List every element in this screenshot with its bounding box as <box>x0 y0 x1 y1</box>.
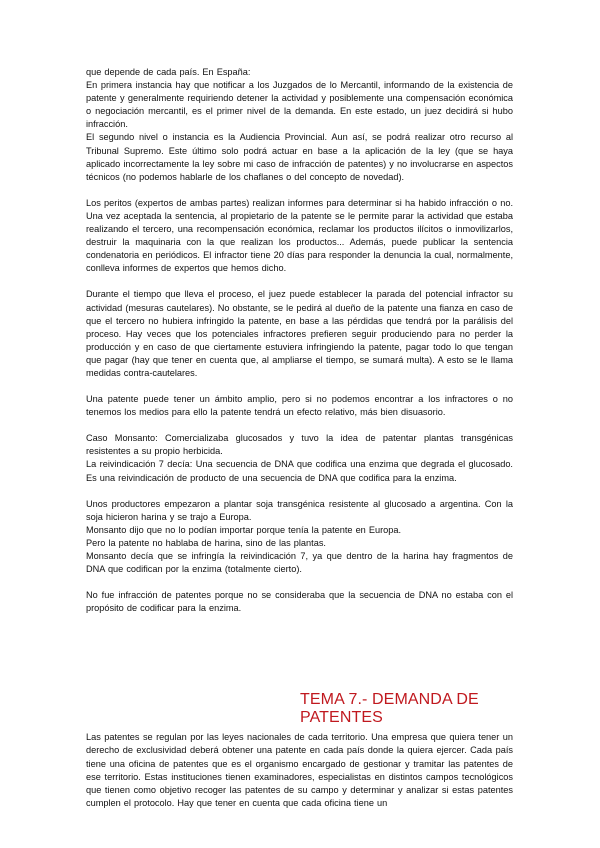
paragraph: Las patentes se regulan por las leyes nacionales de cada territorio. Una empresa que quiera tener un derecho de exclusividad deberá obtener una patente en cada país donde la quiera ejercer. Cada país tiene una oficina de patentes que es el organismo encargado de gestionar y tramitar las patentes de ese territorio. Estas instituciones tienen examinadores, especialistas en distintos campos tecnológicos que tienen como objetivo recoger las patentes de su campo y determinar y analizar si estas patentes cumplen el protocolo. Hay que tener en cuenta que cada oficina tiene un <box>86 732 513 808</box>
experts-block <box>86 197 513 276</box>
paragraph: El segundo nivel o instancia es la Audiencia Provincial. Aun así, se podrá realizar otro recurso al Tribunal Supremo. Este último solo podrá actuar en base a la aplicación de la ley (que se haya aplicado incorrectamente la ley sobre mi caso de infracción de patentes) y no involucrarse en aspectos técnicos (no podemos hablarle de los chaflanes o del concepto de novedad). <box>86 132 513 182</box>
paragraph: que depende de cada país. En España: <box>86 67 251 77</box>
paragraph: Durante el tiempo que lleva el proceso, el juez puede establecer la parada del potencial infractor su actividad (mesuras cautelares). No obstante, se le pedirá al dueño de la patente una fianza en caso de que el tercero no hubiera infringido la patente, en base a las pérdidas que tendrá por la parálisis del proceso. Hay veces que los potenciales infractores prefieren seguir produciendo para no perder la producción y en caso de que ciertamente estuviera infringiendo la patente, pagar todo lo que tengan que pagar (hay que tener en cuenta que, al ampliarse el tiempo, se sumará multa). A esto se le llama medidas contra-cautelares. <box>86 289 513 378</box>
paragraph: Monsanto decía que se infringía la reivindicación 7, ya que dentro de la harina hay fragmentos de DNA que codifican por la enzima (totalmente cierto). <box>86 551 513 575</box>
paragraph: Unos productores empezaron a plantar soja transgénica resistente al glucosado a argentina. Con la soja hicieron harina y se trajo a Europa. <box>86 498 513 522</box>
paragraph-gap <box>86 380 513 393</box>
paragraph-gap <box>86 485 513 498</box>
scope-block <box>86 393 513 419</box>
paragraph-gap <box>86 419 513 432</box>
intro-block <box>86 66 513 184</box>
paragraph-gap <box>86 576 513 589</box>
paragraph: Una patente puede tener un ámbito amplio, pero si no podemos encontrar a los infractores o no tenemos los medios para ello la patente tendrá un efecto relativo, más bien disuasorio. <box>86 394 513 418</box>
monsanto-case-block <box>86 432 513 484</box>
patent-regulation-block <box>86 731 513 810</box>
section-heading <box>300 691 513 727</box>
paragraph: Monsanto dijo que no lo podían importar porque tenía la patente en Europa. <box>86 524 402 535</box>
paragraph: Los peritos (expertos de ambas partes) realizan informes para determinar si ha habido infracción o no. Una vez aceptada la sentencia, al propietario de la patente se le permite parar la actividad que estaba realizando el tercero, una recompensación económica, reclamar los productos ilícitos o inmovilizarlos, destruir la maquinaria con la que realizan los productos... Además, puede publicar la sentencia condenatoria en periódicos. El infractor tiene 20 días para responder la denuncia la cual, normalmente, conlleva informes de expertos que hemos dicho. <box>86 197 513 274</box>
paragraph: Caso Monsanto: Comercializaba glucosados y tuvo la idea de patentar plantas transgénicas resistentes a su propio herbicida. <box>86 433 513 457</box>
paragraph: No fue infracción de patentes porque no se consideraba que la secuencia de DNA no estaba con el propósito de codificar para la enzima. <box>86 590 513 614</box>
section-heading-line: PATENTES <box>300 709 383 727</box>
paragraph: En primera instancia hay que notificar a los Juzgados de lo Mercantil, informando de la existencia de patente y generalmente requiriendo detener la actividad y posiblemente una compensación económica o negociación mercantil, es el primer nivel de la demanda. En este estado, un juez decidirá si hubo infracción. <box>86 80 513 130</box>
paragraph-gap <box>86 184 513 197</box>
paragraph: La reivindicación 7 decía: Una secuencia de DNA que codifica una enzima que degrada el glucosado. Es una reivindicación de producto de una secuencia de DNA que codifica para la enzima. <box>86 459 513 483</box>
paragraph-gap <box>86 275 513 288</box>
precautionary-measures-block <box>86 288 513 380</box>
conclusion-block <box>86 589 513 615</box>
section-heading-line: TEMA 7.- DEMANDA DE <box>300 691 479 709</box>
paragraph: Pero la patente no hablaba de harina, sino de las plantas. <box>86 537 326 548</box>
soy-flour-block <box>86 498 513 577</box>
